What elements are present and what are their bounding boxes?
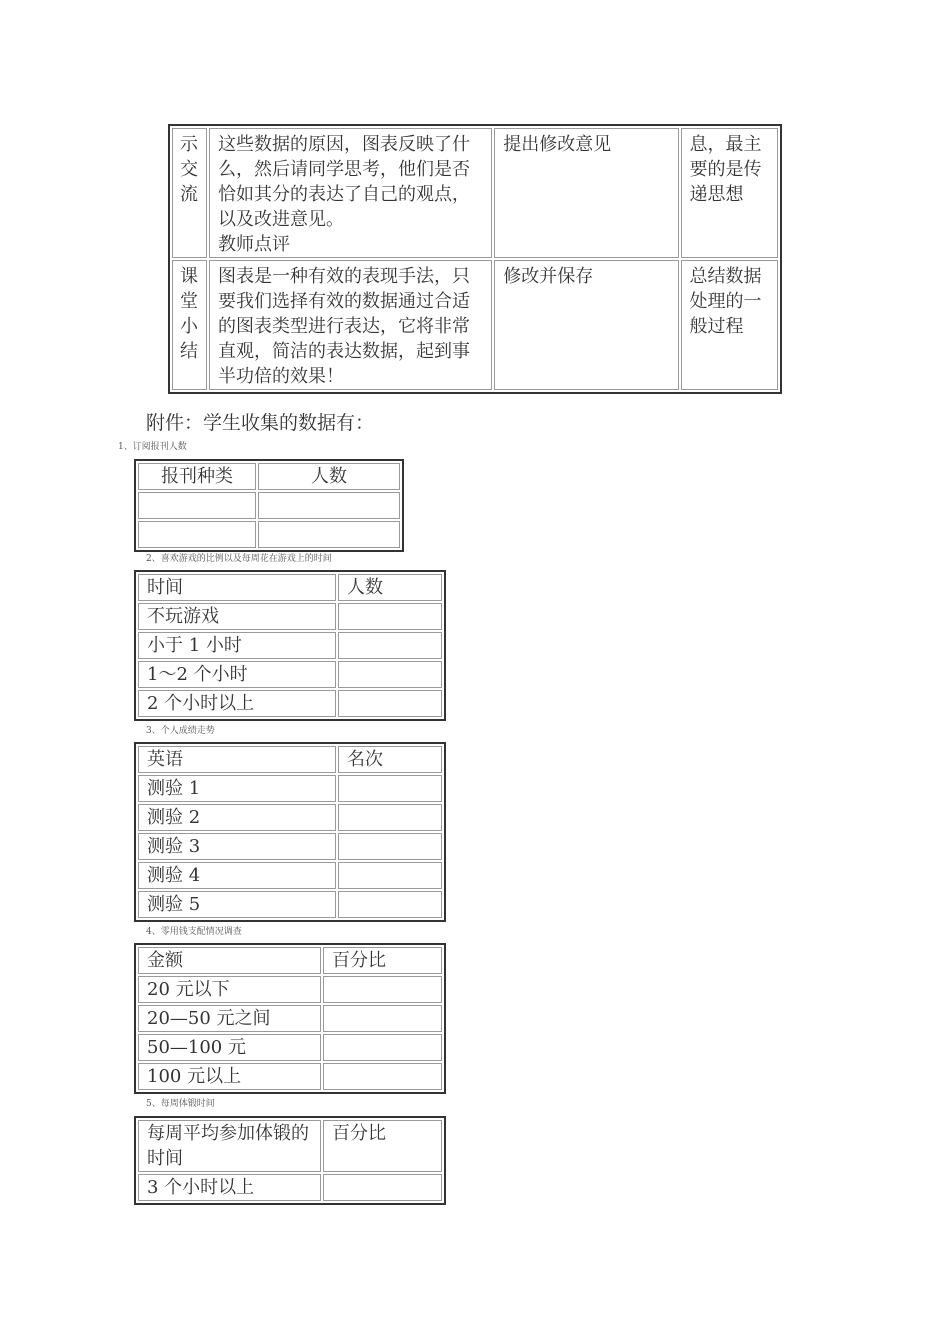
table-cell [338,661,442,688]
table-cell: 1～2 个小时 [138,661,336,688]
exercise-time-table [134,1116,446,1205]
table-cell [338,804,442,831]
table-cell [258,492,400,519]
gaming-time-table [134,570,446,721]
column-header: 报刊种类 [138,463,256,490]
table-row [138,521,400,548]
table-cell: 测验 3 [138,833,336,860]
table-cell: 测验 4 [138,862,336,889]
table-caption: 4、零用钱支配情况调查 [146,927,242,937]
table-cell [138,492,256,519]
column-header: 金额 [138,947,321,974]
table-row [138,1034,442,1061]
table-row [138,833,442,860]
table-cell [323,1034,442,1061]
table-cell [258,521,400,548]
table-cell [323,1063,442,1090]
table-cell [323,1005,442,1032]
table-row [138,891,442,918]
table-cell [338,862,442,889]
newspaper-table [134,459,404,552]
table-row [138,690,442,717]
lesson-row [172,260,778,390]
table-row [138,862,442,889]
table-caption: 1、订阅报刊人数 [118,442,187,452]
table-row [138,632,442,659]
table-caption: 5、每周体锻时间 [146,1099,215,1109]
column-header: 名次 [338,746,442,773]
table-cell [338,891,442,918]
table-row [138,775,442,802]
table-cell: 测验 5 [138,891,336,918]
grades-table [134,742,446,922]
table-row [138,804,442,831]
table-header-row [138,947,442,974]
table-cell [323,976,442,1003]
pocket-money-table [134,943,446,1094]
column-header: 时间 [138,574,336,601]
table-header-row [138,574,442,601]
table-cell: 100 元以上 [138,1063,321,1090]
table-cell: 2 个小时以上 [138,690,336,717]
table-cell [338,632,442,659]
teacher-activity-cell: 图表是一种有效的表现手法，只要我们选择有效的数据通过合适的图表类型进行表达，它将非常直观，简洁的表达数据，起到事半功倍的效果！ [209,260,492,390]
table-row [138,1005,442,1032]
table-cell: 测验 2 [138,804,336,831]
table-cell: 50—100 元 [138,1034,321,1061]
column-header: 英语 [138,746,336,773]
table-row [138,1063,442,1090]
purpose-cell: 总结数据处理的一般过程 [681,260,778,390]
student-activity-cell: 修改并保存 [494,260,678,390]
table-caption: 2、喜欢游戏的比例以及每周花在游戏上的时间 [146,554,332,564]
table-cell: 20 元以下 [138,976,321,1003]
table-row [138,603,442,630]
teacher-activity-cell [209,128,492,258]
table-cell [323,1174,442,1201]
table-cell: 小于 1 小时 [138,632,336,659]
column-header: 人数 [258,463,400,490]
student-activity-cell: 提出修改意见 [494,128,678,258]
table-header-row [138,463,400,490]
table-row [138,661,442,688]
column-header: 每周平均参加体锻的时间 [138,1120,321,1172]
table-cell: 不玩游戏 [138,603,336,630]
table-row [138,976,442,1003]
teacher-activity-text: 这些数据的原因，图表反映了什么，然后请同学思考，他们是否恰如其分的表达了自己的观点，以及改进意见。 [217,134,470,230]
lesson-table [168,124,782,394]
column-header: 人数 [338,574,442,601]
table-caption: 3、个人成绩走势 [146,726,215,736]
table-header-row [138,746,442,773]
purpose-cell: 息，最主要的是传递思想 [681,128,778,258]
appendix-title: 附件：学生收集的数据有： [146,412,375,434]
column-header: 百分比 [323,947,442,974]
table-cell [338,690,442,717]
table-cell [338,603,442,630]
column-header: 百分比 [323,1120,442,1172]
teacher-note: 教师点评 [217,234,290,255]
table-cell [338,775,442,802]
table-cell [138,521,256,548]
table-cell [338,833,442,860]
lesson-row [172,128,778,258]
table-cell: 测验 1 [138,775,336,802]
table-row [138,1174,442,1201]
stage-cell: 课堂小结 [172,260,207,390]
table-cell: 20—50 元之间 [138,1005,321,1032]
table-cell: 3 个小时以上 [138,1174,321,1201]
stage-cell: 示交流 [172,128,207,258]
table-row [138,492,400,519]
table-header-row [138,1120,442,1172]
